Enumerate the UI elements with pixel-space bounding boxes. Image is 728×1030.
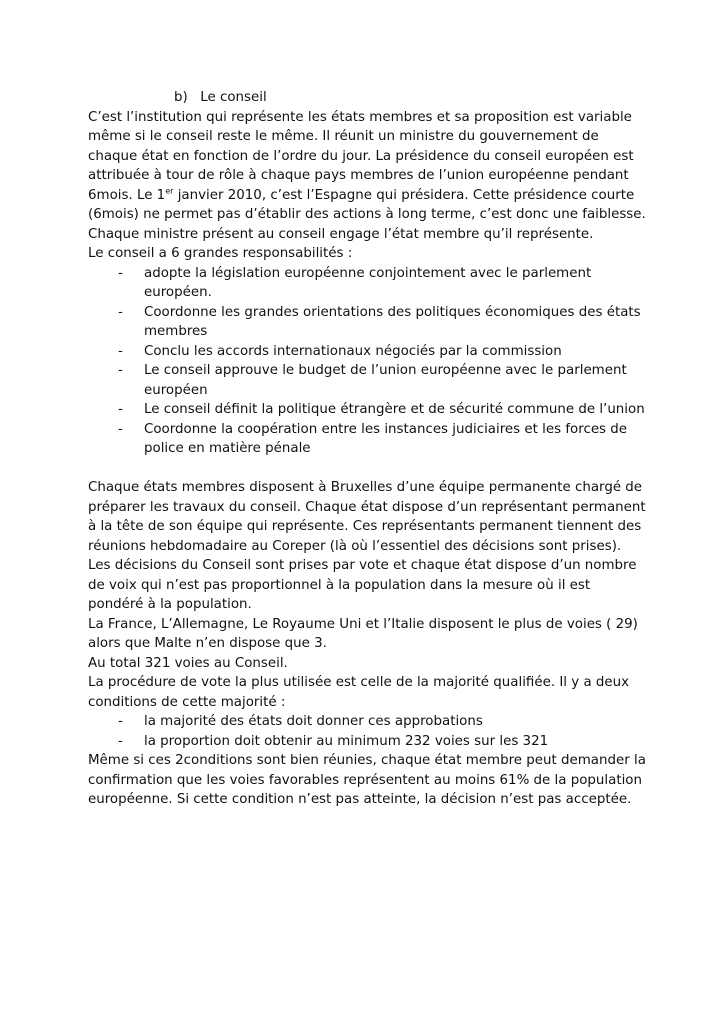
bullet-dash: - — [118, 402, 123, 417]
bullet-dash: - — [118, 421, 123, 437]
list-item-text: la majorité des états doit donner ces approbations — [144, 714, 483, 729]
paragraph-gap — [88, 459, 648, 479]
list-item-text: Le conseil définit la politique étrangère et de sécurité commune de l’union — [144, 402, 645, 417]
list-item-text: Le conseil approuve le budget de l’union européenne avec le parlement européen — [144, 363, 627, 398]
responsibilities-intro: Le conseil a 6 grandes responsabilités : — [88, 246, 353, 261]
bullet-dash: - — [118, 265, 123, 281]
responsibilities-list — [88, 264, 648, 459]
intro-paragraph — [88, 108, 648, 225]
bullet-dash: - — [118, 733, 123, 749]
minister-paragraph: Chaque ministre présent au conseil engage l’état membre qu’il représente. — [88, 226, 594, 242]
list-item-text: Conclu les accords internationaux négociés par la commission — [144, 343, 562, 359]
votes-paragraph: La France, L’Allemagne, Le Royaume Uni et l’Italie disposent le plus de voies ( 29) alors que Malte n’en dispose que 3. — [88, 616, 638, 651]
bullet-dash: - — [118, 304, 123, 320]
list-item — [88, 712, 648, 732]
list-item — [88, 264, 648, 303]
list-item-text: Coordonne les grandes orientations des politiques économiques des états membres — [144, 304, 641, 339]
total-votes-paragraph: Au total 321 voies au Conseil. — [88, 655, 288, 671]
list-item — [88, 361, 648, 400]
bullet-dash: - — [118, 343, 123, 359]
list-item — [88, 732, 648, 752]
list-item — [88, 303, 648, 342]
intro-text-start: C’est l’institution qui représente les états membres et sa proposition est variable même si le conseil reste le même. Il réunit un ministre du gouvernement de chaque état en fonction de l’ordre du jour. La présidence du conseil européen est attribuée à tour de rôle à chaque pays membres de l’union européenne pendant 6mois. Le 1 — [88, 109, 634, 203]
bullet-dash: - — [118, 714, 123, 729]
bullet-dash: - — [118, 363, 123, 378]
list-item — [88, 420, 648, 459]
intro-superscript: er — [165, 186, 174, 196]
list-item — [88, 400, 648, 420]
procedure-paragraph: La procédure de vote la plus utilisée est celle de la majorité qualifiée. Il y a deux conditions de cette majorité : — [88, 675, 630, 710]
list-item-text: adopte la législation européenne conjointement avec le parlement européen. — [144, 265, 592, 300]
list-item-text: la proportion doit obtenir au minimum 232 voies sur les 321 — [144, 733, 549, 749]
final-paragraph: Même si ces 2conditions sont bien réunies, chaque état membre peut demander la confirmation que les voies favorables représentent au moins 61% de la population européenne. Si cette condition n’est pas atteinte, la décision n’est pas acceptée. — [88, 753, 646, 807]
section-heading — [88, 88, 648, 108]
conditions-list — [88, 712, 648, 751]
coreper-paragraph: Chaque états membres disposent à Bruxelles d’une équipe permanente chargé de préparer les travaux du conseil. Chaque état dispose d’un représentant permanent à la tête de son équipe qui représente. Ces représentants permanent tiennent des réunions hebdomadaire au Coreper (là où l’essentiel des décisions sont prises). — [88, 480, 646, 554]
document-page — [88, 88, 648, 810]
intro-text-end: janvier 2010, c’est l’Espagne qui présidera. Cette présidence courte (6mois) ne permet pas d’établir des actions à long terme, c’est donc une faiblesse. — [88, 187, 646, 222]
section-label: b) — [174, 90, 188, 105]
list-item — [88, 342, 648, 362]
list-item-text: Coordonne la coopération entre les instances judiciaires et les forces de police en matière pénale — [144, 421, 628, 456]
section-title: Le conseil — [200, 90, 267, 105]
decisions-paragraph: Les décisions du Conseil sont prises par vote et chaque état dispose d’un nombre de voix qui n’est pas proportionnel à la population dans la mesure où il est pondéré à la population. — [88, 558, 637, 612]
